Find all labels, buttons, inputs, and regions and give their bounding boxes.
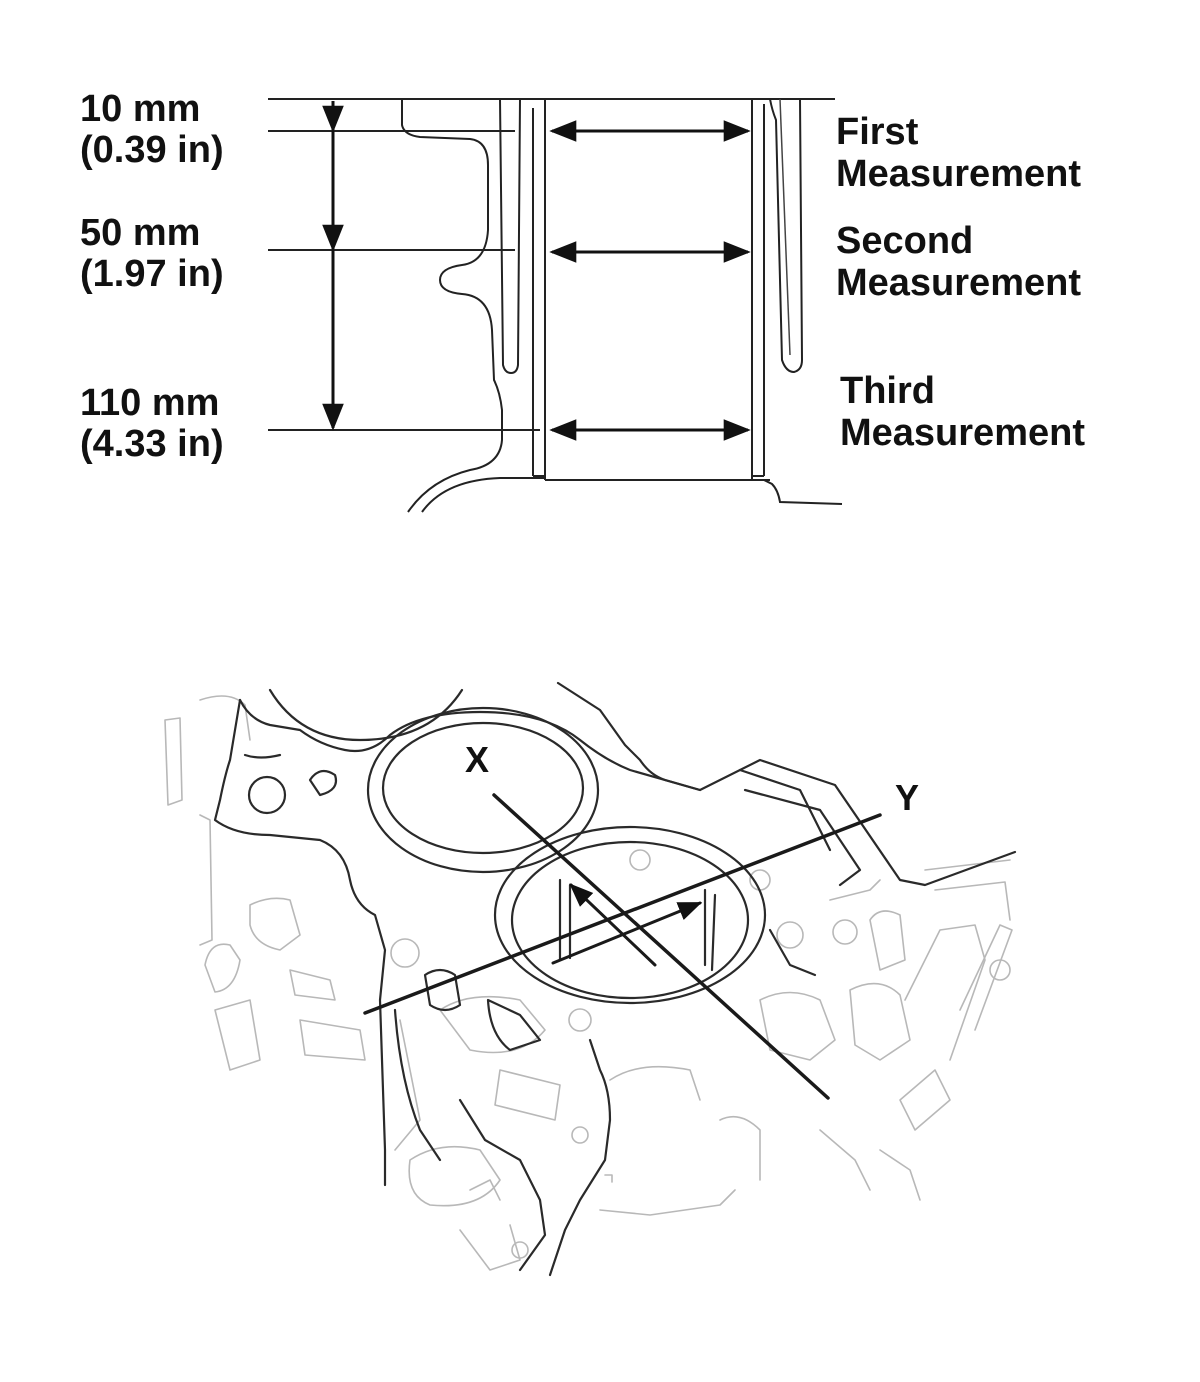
- depth-labels: [80, 88, 224, 465]
- second-measurement-label-line2: Measurement: [836, 262, 1081, 304]
- first-measurement-label-line2: Measurement: [836, 153, 1081, 195]
- depth-3-inch-label: (4.33 in): [80, 423, 224, 465]
- depth-3-mm-label: 110 mm: [80, 382, 220, 424]
- depth-2-mm-label: 50 mm: [80, 212, 201, 254]
- second-measurement-label-line1: Second: [836, 220, 974, 262]
- depth-2-inch-label: (1.97 in): [80, 253, 224, 295]
- depth-1-mm-label: 10 mm: [80, 88, 201, 130]
- y-axis-line: [365, 815, 880, 1013]
- measurement-labels: [836, 111, 1085, 454]
- depth-1-inch-label: (0.39 in): [80, 129, 224, 171]
- third-measurement-label-line1: Third: [840, 370, 935, 412]
- x-axis-line: [494, 795, 828, 1098]
- x-axis-label: X: [465, 739, 490, 780]
- measurement-axes: [365, 795, 880, 1098]
- first-measurement-label-line1: First: [836, 111, 919, 153]
- third-measurement-label-line2: Measurement: [840, 412, 1085, 454]
- engine-block-illustration: [165, 683, 1015, 1275]
- cylinder-cross-section: [268, 99, 842, 512]
- y-axis-label: Y: [895, 777, 920, 818]
